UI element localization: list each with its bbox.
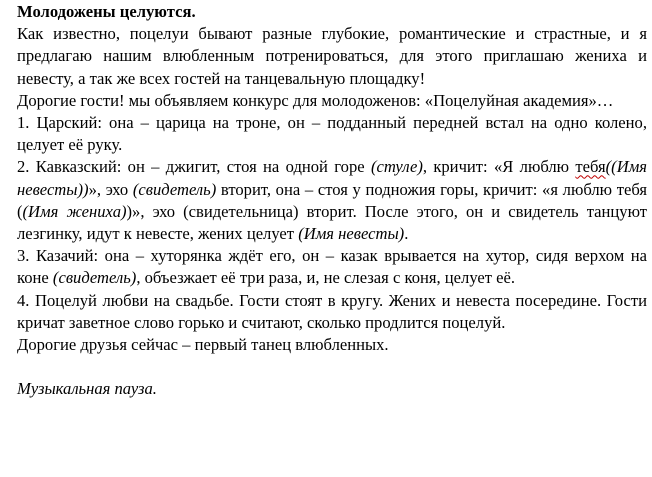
item-text: 3. Казачий: она – хуторянка ждёт его, он – казак врывается на хутор, сидя верхом на коне bbox=[17, 246, 647, 288]
music-pause-note: Музыкальная пауза. bbox=[17, 379, 157, 399]
document-title: Молодожены целуются. bbox=[17, 2, 196, 21]
item-text: . bbox=[404, 224, 409, 244]
kiss-type-kavkazsky bbox=[17, 156, 647, 245]
stage-note: (Имя жениха) bbox=[22, 201, 127, 221]
item-text: », эхо bbox=[88, 179, 133, 199]
intro-paragraph: Как известно, поцелуи бывают разные глубокие, романтические и страстные, и я предлагаю нашим влюбленным потренироваться, для этого приглашаю жениха и невесту, а так же всех гостей на танцевальную площадку! bbox=[17, 24, 647, 88]
announcement-paragraph: Дорогие гости! мы объявляем конкурс для молодоженов: «Поцелуйная академия»… bbox=[17, 90, 614, 110]
stage-note: (стуле) bbox=[370, 157, 423, 177]
item-text: )», эхо (свидетельница) вторит. После этого, он и свидетель танцуют лезгинку, идут к невесте, жених целует bbox=[17, 201, 647, 244]
document-page bbox=[17, 1, 647, 400]
stage-note: (Имя невесты) bbox=[298, 224, 405, 244]
item-text: вторит, она – стоя у подножия горы, кричит: «я люблю тебя ( bbox=[17, 179, 647, 221]
stage-note: (свидетель) bbox=[132, 179, 217, 199]
kiss-type-love: 4. Поцелуй любви на свадьбе. Гости стоят в кругу. Жених и невеста посередине. Гости кричат заветное слово горько и считают, сколько продлится поцелуй. bbox=[17, 290, 647, 332]
kiss-type-kazachy bbox=[17, 245, 647, 289]
blank-line bbox=[17, 356, 647, 378]
item-text: , объезжает её три раза, и, не слезая с коня, целует её. bbox=[136, 268, 516, 288]
item-text: 2. Кавказский: он – джигит, стоя на одной горе bbox=[17, 157, 371, 177]
stage-note: ((Имя невесты)) bbox=[17, 157, 647, 199]
item-text: , кричит: «Я люблю bbox=[422, 157, 576, 177]
closing-paragraph: Дорогие друзья сейчас – первый танец влюбленных. bbox=[17, 335, 389, 355]
kiss-type-tsarsky: 1. Царский: она – царица на троне, он – подданный передней встал на одно колено, целует её руку. bbox=[17, 113, 647, 155]
stage-note: (свидетель) bbox=[52, 268, 137, 288]
spellcheck-word: тебя bbox=[575, 157, 606, 177]
